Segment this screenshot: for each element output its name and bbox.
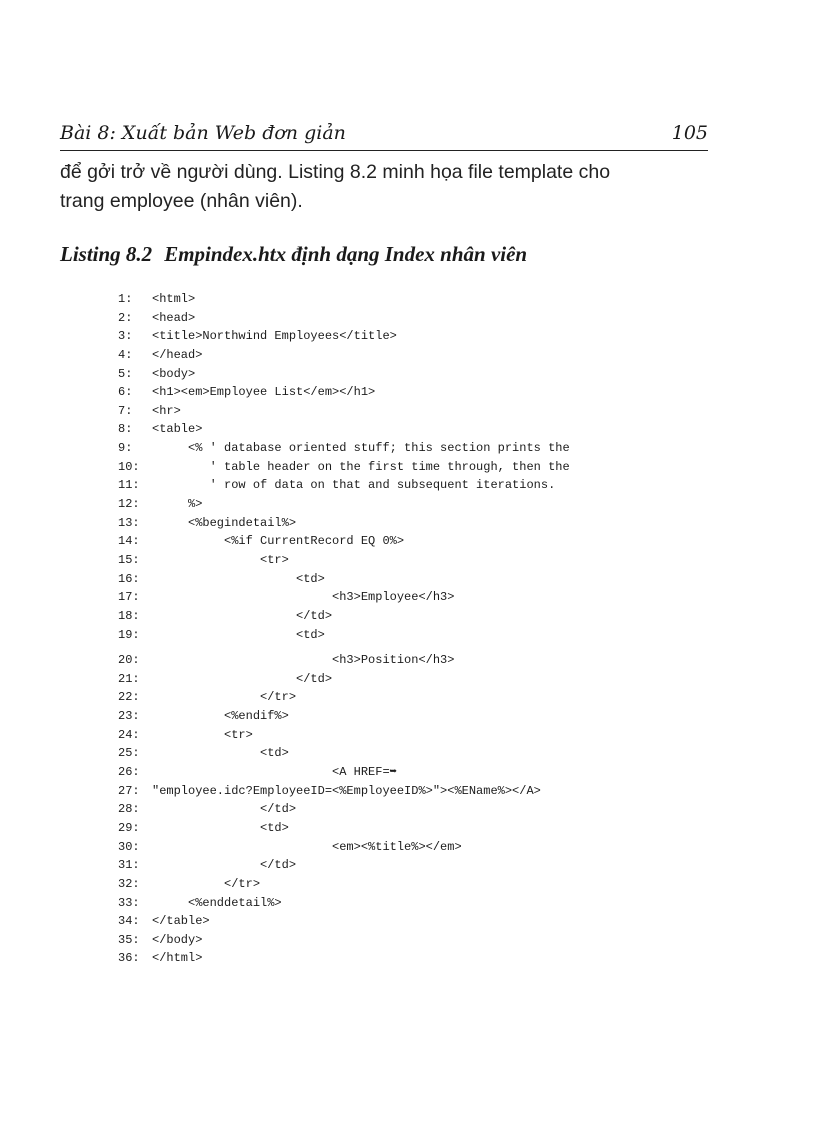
line-number: 20: — [118, 653, 140, 668]
code-text: <tr> — [152, 552, 289, 567]
listing-title: Empindex.htx định dạng Index nhân viên — [164, 242, 528, 266]
code-text: </table> — [152, 914, 210, 929]
code-text: </td> — [152, 671, 333, 686]
code-text: </td> — [152, 608, 333, 623]
code-line — [118, 551, 718, 570]
code-line — [118, 570, 718, 589]
code-line — [118, 949, 718, 968]
line-number: 12: — [118, 497, 140, 512]
body-line: để gởi trở về người dùng. Listing 8.2 minh họa file template cho — [60, 161, 611, 183]
code-text: </td> — [152, 858, 297, 873]
line-number: 17: — [118, 590, 140, 605]
line-number: 4: — [118, 347, 133, 362]
code-text: </td> — [152, 802, 297, 817]
line-number: 14: — [118, 534, 140, 549]
code-text: <body> — [152, 366, 196, 381]
code-text: <A HREF=➥ — [152, 765, 397, 780]
code-line — [118, 707, 718, 726]
line-number: 3: — [118, 329, 133, 344]
line-number: 23: — [118, 709, 140, 724]
code-text: <td> — [152, 820, 289, 835]
line-number: 36: — [118, 951, 140, 966]
code-line — [118, 670, 718, 689]
line-number: 24: — [118, 727, 140, 742]
line-number: 13: — [118, 515, 140, 530]
code-line — [118, 383, 718, 402]
code-line — [118, 782, 718, 801]
code-line — [118, 365, 718, 384]
line-number: 19: — [118, 627, 140, 642]
code-line — [118, 838, 718, 857]
line-number: 33: — [118, 895, 140, 910]
line-number: 10: — [118, 459, 140, 474]
code-line — [118, 402, 718, 421]
line-number: 16: — [118, 571, 140, 586]
code-line — [118, 309, 718, 328]
line-number: 18: — [118, 608, 140, 623]
line-number: 7: — [118, 403, 133, 418]
line-number: 28: — [118, 802, 140, 817]
body-paragraph — [60, 158, 720, 216]
code-line — [118, 912, 718, 931]
chapter-title: Bài 8: Xuất bản Web đơn giản — [60, 122, 346, 144]
code-text: <%enddetail%> — [152, 895, 282, 910]
code-text: </body> — [152, 932, 203, 947]
code-line — [118, 875, 718, 894]
body-line: trang employee (nhân viên). — [60, 190, 303, 212]
page-number: 105 — [671, 122, 708, 144]
code-line — [118, 744, 718, 763]
line-number: 8: — [118, 422, 133, 437]
code-text: <td> — [152, 571, 325, 586]
line-number: 22: — [118, 690, 140, 705]
code-text: <html> — [152, 292, 196, 306]
code-line — [118, 894, 718, 913]
listing-label: Listing 8.2 — [60, 242, 153, 266]
code-text: <hr> — [152, 403, 181, 418]
line-number: 15: — [118, 552, 140, 567]
code-line — [118, 588, 718, 607]
line-number: 35: — [118, 932, 140, 947]
line-number: 32: — [118, 876, 140, 891]
code-line — [118, 931, 718, 950]
code-line — [118, 607, 718, 626]
code-line — [118, 726, 718, 745]
code-text: <title>Northwind Employees</title> — [152, 329, 397, 344]
code-text: </tr> — [152, 876, 261, 891]
code-text: <% ' database oriented stuff; this section prints the — [152, 441, 570, 456]
line-number: 25: — [118, 746, 140, 761]
code-line — [118, 495, 718, 514]
code-line — [118, 458, 718, 477]
code-line — [118, 856, 718, 875]
code-line — [118, 651, 718, 670]
code-line — [118, 346, 718, 365]
code-text: <tr> — [152, 727, 253, 742]
code-line — [118, 327, 718, 346]
code-line — [118, 439, 718, 458]
code-text: <em><%title%></em> — [152, 839, 462, 854]
code-text: <%begindetail%> — [152, 515, 297, 530]
code-line — [118, 819, 718, 838]
line-number: 30: — [118, 839, 140, 854]
code-line — [118, 514, 718, 533]
line-number: 6: — [118, 385, 133, 400]
line-number: 5: — [118, 366, 133, 381]
line-number: 29: — [118, 820, 140, 835]
line-number: 21: — [118, 671, 140, 686]
code-text: ' table header on the first time through, then the — [152, 459, 570, 474]
code-text: "employee.idc?EmployeeID=<%EmployeeID%>"><%EName%></A> — [152, 783, 541, 798]
line-number: 27: — [118, 783, 140, 798]
code-gap — [118, 644, 718, 651]
code-text: <h3>Position</h3> — [152, 653, 455, 668]
line-number: 2: — [118, 310, 133, 325]
code-line — [118, 532, 718, 551]
line-number: 1: — [118, 292, 133, 306]
code-line — [118, 800, 718, 819]
code-line — [118, 290, 718, 309]
code-line — [118, 476, 718, 495]
code-text: %> — [152, 497, 203, 512]
page-header — [60, 120, 708, 151]
code-text: <h1><em>Employee List</em></h1> — [152, 385, 376, 400]
line-number: 31: — [118, 858, 140, 873]
line-number: 9: — [118, 441, 133, 456]
code-text: <td> — [152, 627, 325, 642]
line-number: 26: — [118, 765, 140, 780]
code-line — [118, 626, 718, 645]
code-line — [118, 688, 718, 707]
code-text: <h3>Employee</h3> — [152, 590, 455, 605]
line-number: 34: — [118, 914, 140, 929]
code-line — [118, 420, 718, 439]
code-text: <%endif%> — [152, 709, 289, 724]
line-number: 11: — [118, 478, 140, 493]
code-text: </tr> — [152, 690, 297, 705]
code-text: <table> — [152, 422, 203, 437]
code-line — [118, 763, 718, 782]
code-text: <head> — [152, 310, 196, 325]
code-listing — [118, 290, 718, 968]
code-text: <%if CurrentRecord EQ 0%> — [152, 534, 405, 549]
code-text: </head> — [152, 347, 203, 362]
code-text: <td> — [152, 746, 289, 761]
code-text: </html> — [152, 951, 203, 966]
listing-caption — [60, 242, 720, 267]
code-text: ' row of data on that and subsequent iterations. — [152, 478, 556, 493]
